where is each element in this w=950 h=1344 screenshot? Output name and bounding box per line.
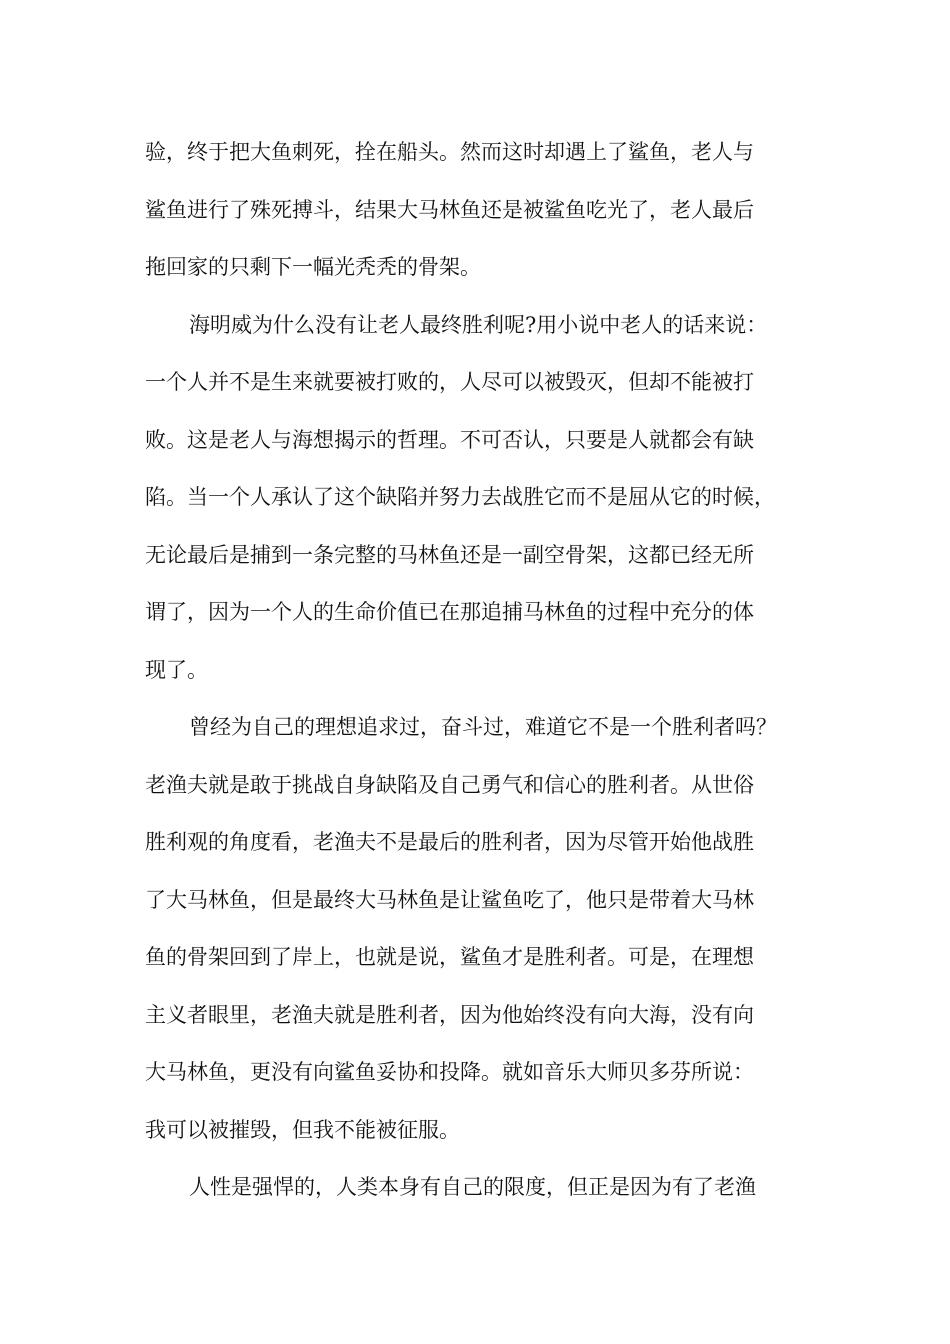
body-text	[145, 128, 815, 1221]
text-line: 了大马林鱼，但是最终大马林鱼是让鲨鱼吃了，他只是带着大马林	[145, 887, 754, 912]
text-line: 老渔夫就是敢于挑战自身缺陷及自己勇气和信心的胜利者。从世俗	[145, 772, 754, 797]
text-line: 大马林鱼，更没有向鲨鱼妥协和投降。就如音乐大师贝多芬所说：	[145, 1060, 754, 1084]
text-line: 现了。	[145, 657, 208, 682]
text-line: 拖回家的只剩下一幅光秃秃的骨架。	[145, 255, 481, 279]
text-line: 主义者眼里，老渔夫就是胜利者，因为他始终没有向大海，没有向	[145, 1002, 754, 1027]
paragraph-first-line: 人性是强悍的，人类本身有自己的限度，但正是因为有了老渔	[189, 1175, 756, 1199]
text-line: 无论最后是捕到一条完整的马林鱼还是一副空骨架，这都已经无所	[145, 542, 754, 567]
text-line: 败。这是老人与海想揭示的哲理。不可否认，只要是人就都会有缺	[145, 427, 754, 452]
text-line: 一个人并不是生来就要被打败的，人尽可以被毁灭，但却不能被打	[145, 370, 754, 394]
text-line: 谓了，因为一个人的生命价值已在那追捕马林鱼的过程中充分的体	[145, 600, 754, 624]
text-line: 陷。当一个人承认了这个缺陷并努力去战胜它而不是屈从它的时候，	[145, 485, 775, 509]
paragraph-first-line: 海明威为什么没有让老人最终胜利呢?用小说中老人的话来说：	[189, 312, 768, 337]
text-line: 我可以被摧毁，但我不能被征服。	[145, 1117, 460, 1142]
text-line: 验，终于把大鱼刺死，拴在船头。然而这时却遇上了鲨鱼，老人与	[145, 140, 754, 164]
text-line: 鲨鱼进行了殊死搏斗，结果大马林鱼还是被鲨鱼吃光了，老人最后	[145, 197, 754, 222]
text-line: 鱼的骨架回到了岸上，也就是说，鲨鱼才是胜利者。可是，在理想	[145, 945, 754, 969]
text-line: 胜利观的角度看，老渔夫不是最后的胜利者，因为尽管开始他战胜	[145, 830, 754, 854]
paragraph-first-line: 曾经为自己的理想追求过，奋斗过，难道它不是一个胜利者吗？	[189, 715, 777, 739]
